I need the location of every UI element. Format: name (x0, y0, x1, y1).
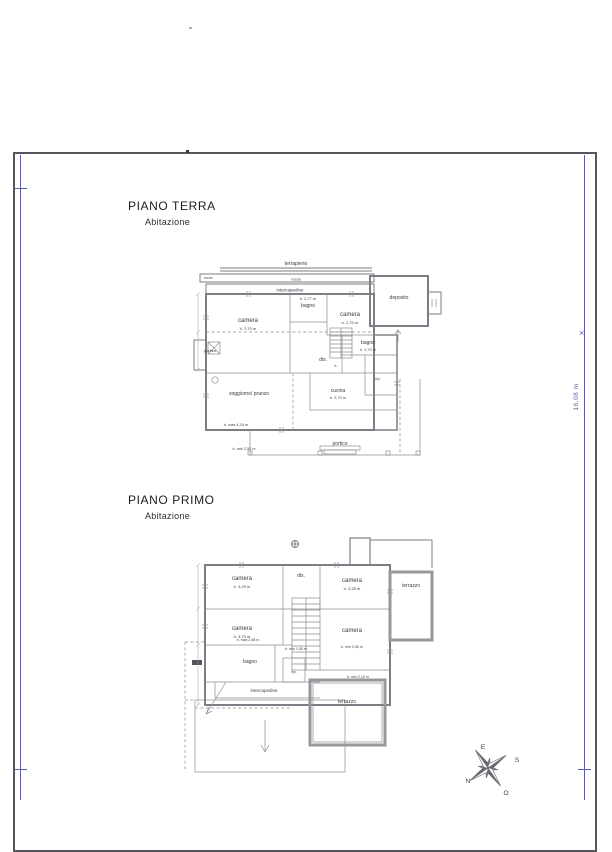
room-label-deposito: deposito (389, 295, 409, 301)
room-label-intercapedine: intercapedine (250, 688, 278, 693)
dim-h-min-a: h. min 1,50 m (285, 647, 307, 651)
vertical-dimension-text: 16,08 m (573, 383, 580, 411)
room-dim-camera-right: h. 2,70 m (341, 320, 359, 325)
room-label-dis: dis. (319, 357, 327, 363)
dim-h-min-c: h. min 2,10 m (347, 675, 369, 679)
room-dim-camera-left: h. 2,70 m (239, 326, 257, 331)
room-label-terrazzo-bottom: terrazzo (337, 699, 357, 705)
compass-label-east: E (480, 744, 486, 751)
room-label-k: k. (334, 363, 338, 368)
room-label-soggiorno: soggiorno/ pranzo (228, 391, 270, 397)
room-dim-cucina: h. 2,70 m (330, 396, 346, 400)
dim-cross-mark: × (579, 328, 585, 338)
compass-rose (440, 722, 536, 800)
dim-tick (14, 769, 27, 770)
first-floor-partitions (192, 562, 393, 772)
scan-speck (189, 27, 192, 29)
room-dim-camera-tl: h. 3,29 m (233, 584, 251, 589)
room-label-camera-tl: camera (231, 576, 253, 582)
frame-tick-mark (186, 150, 189, 153)
terrace-walls (310, 572, 432, 745)
room-label-camera-left: camera (237, 318, 259, 324)
margin-dim-line-right (584, 155, 585, 800)
first-floor-title: PIANO PRIMO (128, 493, 215, 507)
room-label-rocce-left: rocce (204, 276, 213, 280)
first-floor-plan (180, 530, 440, 780)
compass-label-west: O (503, 790, 509, 797)
margin-dim-line-left (20, 155, 21, 800)
room-label-rocce: rocce (291, 276, 301, 282)
room-label-terrazzo-right: terrazzo (401, 583, 421, 589)
dim-h-max: h. max 4,24 m (223, 423, 249, 427)
dim-h-max: h. max 2,58 m (236, 638, 260, 642)
first-floor-subtitle: Abitazione (145, 511, 191, 521)
room-label-bagno: bagno (361, 340, 375, 346)
room-label-bagno: bagno (243, 659, 257, 665)
room-label-cucina: cucina (330, 388, 346, 394)
compass-star (457, 737, 518, 798)
room-label-dis: dis. (297, 573, 305, 579)
compass-label-north: N (465, 778, 471, 785)
room-label-camera-ml: camera (231, 626, 253, 632)
room-dim-bagno: h. 2,70 m (360, 348, 376, 352)
room-label-rip: rip. (375, 376, 381, 381)
dim-h-min-b: h. min 2,05 m (341, 645, 363, 649)
dim-tick (578, 769, 591, 770)
room-label-terrapieno: terrapieno (284, 261, 308, 267)
dim-h-min: h. min 2,52 m (232, 447, 256, 451)
first-floor-dim-lines (196, 563, 200, 707)
room-label-camera-tr: camera (341, 578, 363, 584)
room-dim-bagno-top: h. 2,77 m (300, 297, 316, 301)
ground-floor-title: PIANO TERRA (128, 199, 216, 213)
room-label-camera-mr: camera (341, 628, 363, 634)
dim-tick (14, 188, 27, 189)
room-dim-camera-ml: h. 3,73 m (233, 634, 251, 639)
ground-floor-dim-lines (196, 292, 200, 372)
room-dim-camera-tr: h. 3,28 m (343, 586, 361, 591)
ground-floor-walls (194, 268, 441, 430)
compass-label-south: S (514, 757, 520, 764)
ground-floor-plan (192, 254, 442, 469)
room-label-rip: rip. (291, 669, 297, 674)
room-label-intercapedine: intercapedine (276, 287, 304, 293)
ground-floor-subtitle: Abitazione (145, 217, 191, 227)
room-label-camera-right: camera (339, 312, 361, 318)
room-label-bagno-top: bagno (301, 303, 315, 309)
room-label-portico-left: portico (203, 348, 217, 353)
room-label-portico: portico (332, 441, 348, 447)
